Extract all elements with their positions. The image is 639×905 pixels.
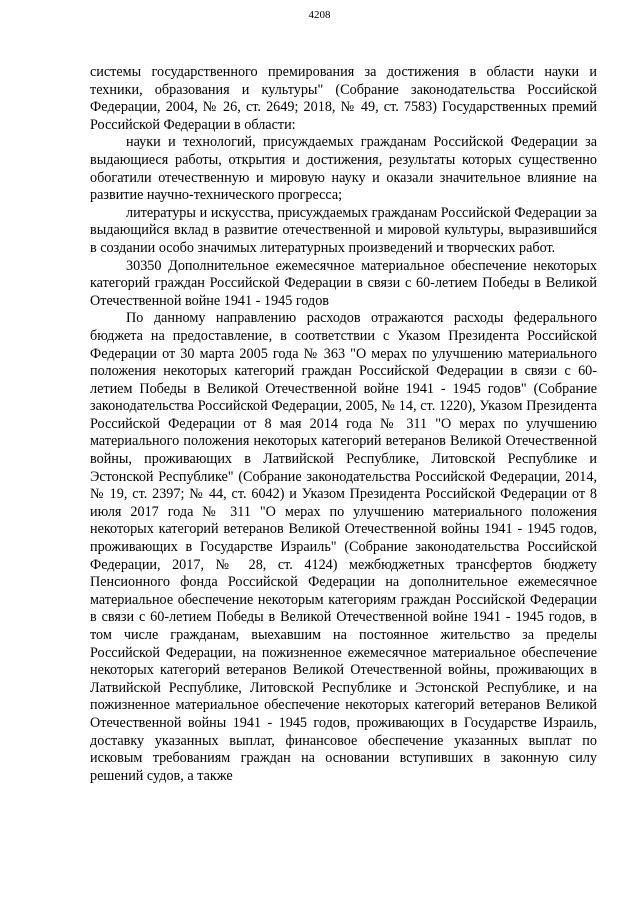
document-body [90,64,597,785]
page-number: 4208 [308,9,331,21]
paragraph-continuation: системы государственного премирования за достижения в области науки и техники, образования и культуры" (Собрание законодательства Российской Федерации, 2004, № 26, ст. 2649; 2018, № 49, ст. 7583) Государственных премий Российской Федерации в области: [90,64,597,133]
section-heading-30350: 30350 Дополнительное ежемесячное материальное обеспечение некоторых категорий граждан Российской Федерации в связи с 60-летием Победы в Великой Отечественной войне 1941 - 1945 годов [90,257,597,309]
paragraph-expenditure-description: По данному направлению расходов отражаются расходы федерального бюджета на предоставление, в соответствии с Указом Президента Российской Федерации от 30 марта 2005 года № 363 "О мерах по улучшению материального положения некоторых категорий граждан Российской Федерации в связи с 60-летием Победы в Великой Отечественной войне 1941 - 1945 годов" (Собрание законодательства Российской Федерации, 2005, № 14, ст. 1220), Указом Президента Российской Федерации от 8 мая 2014 года № 311 "О мерах по улучшению материального положения некоторых категорий ветеранов Великой Отечественной войны, проживающих в Латвийской Республике, Литовской Республике и Эстонской Республике" (Собрание законодательства Российской Федерации, 2014, № 19, ст. 2397; № 44, ст. 6042) и Указом Президента Российской Федерации от 8 июля 2017 года № 311 "О мерах по улучшению материального положения некоторых категорий ветеранов Великой Отечественной войны 1941 - 1945 годов, проживающих в Государстве Израиль" (Собрание законодательства Российской Федерации, 2017, № 28, ст. 4124) межбюджетных трансфертов бюджету Пенсионного фонда Российской Федерации на дополнительное ежемесячное материальное обеспечение некоторым категориям граждан Российской Федерации в связи с 60-летием Победы в Великой Отечественной войне 1941 - 1945 годов, в том числе гражданам, выехавшим на постоянное жительство за пределы Российской Федерации, на пожизненное ежемесячное материальное обеспечение некоторых категорий ветеранов Великой Отечественной войны, проживающих в Латвийской Республике, Литовской Республике и Эстонской Республике, и на пожизненное материальное обеспечение некоторых категорий ветеранов Великой Отечественной войны 1941 - 1945 годов, проживающих в Государстве Израиль, доставку указанных выплат, финансовое обеспечение указанных выплат по исковым требованиям граждан на основании вступивших в законную силу решений судов, а также [90,310,597,784]
paragraph-science-prize: науки и технологий, присуждаемых гражданам Российской Федерации за выдающиеся работы, открытия и достижения, результаты которых существенно обогатили отечественную и мировую науку и оказали значительное влияние на развитие научно-технического прогресса; [90,134,597,204]
paragraph-literature-prize: литературы и искусства, присуждаемых гражданам Российской Федерации за выдающийся вклад в развитие отечественной и мировой культуры, выразившийся в создании особо значимых литературных произведений и творческих работ. [90,204,597,256]
